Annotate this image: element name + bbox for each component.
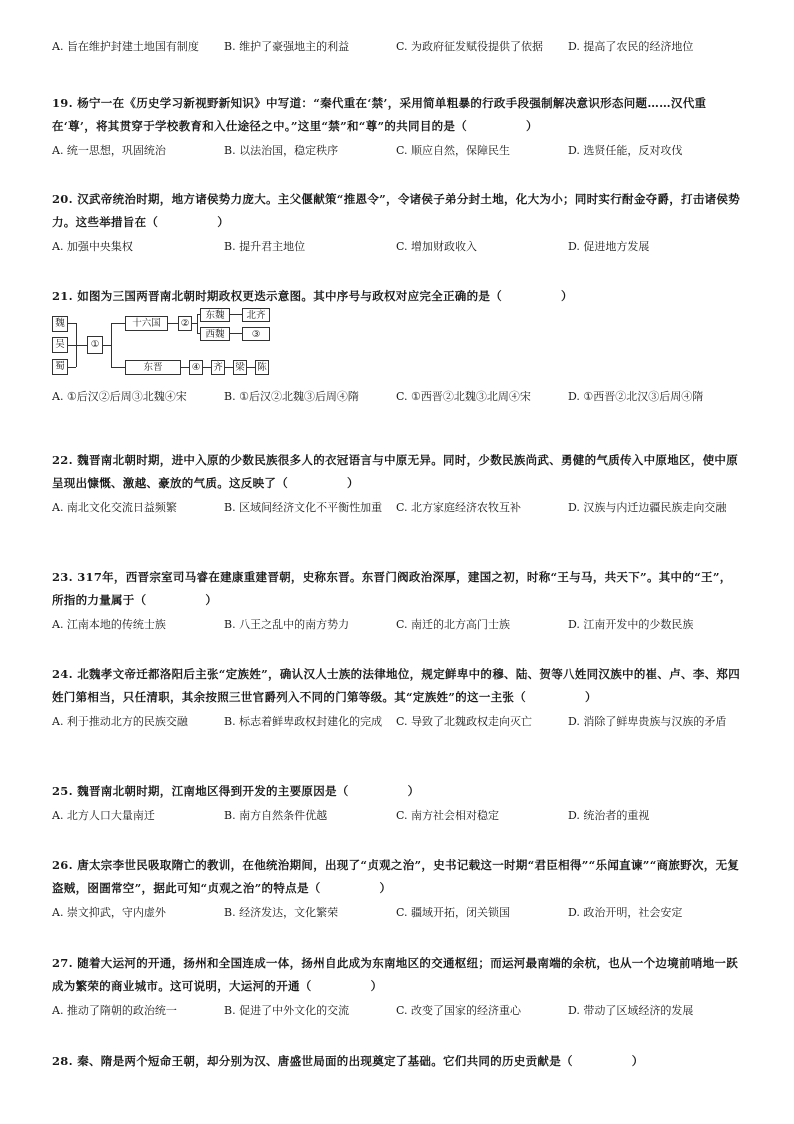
connector — [111, 323, 125, 324]
connector — [68, 367, 76, 368]
box-eastern-wei: 东魏 — [200, 308, 230, 322]
question-stem: 28. 秦、隋是两个短命王朝，却分别为汉、唐盛世局面的出现奠定了基础。它们共同的历史贡献是（ ） — [52, 1054, 644, 1068]
question-stem: 21. 如图为三国两晋南北朝时期政权更迭示意图。其中序号与政权对应完全正确的是（ ） — [52, 289, 573, 303]
option-b[interactable]: B. 南方自然条件优越 — [224, 809, 328, 822]
option-a[interactable]: A. 统一思想，巩固统治 — [52, 144, 166, 157]
box-western-wei: 西魏 — [200, 327, 230, 341]
box-1: ① — [87, 336, 103, 354]
connector — [68, 345, 87, 346]
connector — [197, 314, 198, 334]
option-b[interactable]: B. 八王之乱中的南方势力 — [224, 618, 350, 631]
option-a[interactable]: A. ①后汉②后周③北魏④宋 — [52, 390, 187, 403]
option-b[interactable]: B. 促进了中外文化的交流 — [224, 1004, 350, 1017]
question-stem: 20. 汉武帝统治时期，地方诸侯势力庞大。主父偃献策“推恩令”，令诸侯子弟分封土地，化大为小；同时实行酎金夺爵，打击诸侯势力。这些举措旨在（ ） — [52, 192, 741, 229]
question-stem: 23. 317年，西晋宗室司马睿在建康重建晋朝，史称东晋。东晋门阀政治深厚，建国之初，时称“王与马，共天下”。其中的“王”，所指的力量属于（ ） — [52, 570, 732, 607]
question-27 — [52, 952, 742, 1024]
box-2: ② — [178, 316, 192, 331]
box-chen: 陈 — [255, 360, 269, 375]
option-a[interactable]: A. 崇文抑武，守内虚外 — [52, 906, 166, 919]
box-liang: 梁 — [233, 360, 247, 375]
option-d[interactable]: D. 带动了区域经济的发展 — [568, 1004, 694, 1017]
box-sixteen-kingdoms: 十六国 — [125, 316, 168, 331]
question-21 — [52, 285, 742, 410]
question-stem: 24. 北魏孝文帝迁都洛阳后主张“定族姓”，确认汉人士族的法律地位，规定鲜卑中的穆、陆、贺等八姓同汉族中的崔、卢、李、郑四姓门第相当，只任清职，其余按照三世官爵列入不同的门第等级。其“定族姓”的这一主张（ ） — [52, 667, 741, 704]
question-28 — [52, 1050, 742, 1073]
option-a[interactable]: A. 加强中央集权 — [52, 240, 133, 253]
question-stem: 26. 唐太宗李世民吸取隋亡的教训，在他统治期间，出现了“贞观之治”，史书记载这一时期“君臣相得”“乐闻直谏”“商旅野次，无复盗贼，囹圄常空”，据此可知“贞观之治”的特点是（ ） — [52, 858, 740, 895]
box-4: ④ — [189, 360, 203, 375]
option-a[interactable]: A. 北方人口大量南迁 — [52, 809, 155, 822]
option-b[interactable]: B. 区域间经济文化不平衡性加重 — [224, 501, 383, 514]
option-a[interactable]: A. 旨在维护封建土地国有制度 — [52, 40, 199, 53]
question-26 — [52, 854, 742, 926]
options-row — [52, 388, 742, 410]
box-qi: 齐 — [211, 360, 225, 375]
option-c[interactable]: C. 为政府征发赋役提供了依据 — [396, 40, 544, 53]
box-shu: 蜀 — [52, 359, 68, 375]
question-stem: 27. 随着大运河的开通，扬州和全国连成一体，扬州自此成为东南地区的交通枢纽；而运河最南端的余杭，也从一个边境前哨地一跃成为繁荣的商业城市。这可说明，大运河的开通（ ） — [52, 956, 739, 993]
option-a[interactable]: A. 南北文化交流日益频繁 — [52, 501, 177, 514]
options-row — [52, 1002, 742, 1024]
connector — [230, 314, 242, 315]
option-b[interactable]: B. 维护了豪强地主的利益 — [224, 40, 350, 53]
box-eastern-jin: 东晋 — [125, 360, 181, 375]
option-c[interactable]: C. 疆域开拓，闭关锁国 — [396, 906, 511, 919]
option-d[interactable]: D. 促进地方发展 — [568, 240, 650, 253]
option-d[interactable]: D. 江南开发中的少数民族 — [568, 618, 694, 631]
question-20 — [52, 188, 742, 260]
question-stem: 25. 魏晋南北朝时期，江南地区得到开发的主要原因是（ ） — [52, 784, 420, 798]
option-c[interactable]: C. 南方社会相对稳定 — [396, 809, 500, 822]
options-row — [52, 142, 742, 164]
question-23 — [52, 566, 742, 638]
options-row — [52, 38, 742, 60]
box-wu: 吴 — [52, 337, 68, 353]
question-19 — [52, 92, 742, 164]
options-row — [52, 238, 742, 260]
option-d[interactable]: D. 消除了鲜卑贵族与汉族的矛盾 — [568, 715, 727, 728]
option-d[interactable]: D. 提高了农民的经济地位 — [568, 40, 694, 53]
connector — [168, 323, 178, 324]
option-b[interactable]: B. 提升君主地位 — [224, 240, 306, 253]
option-c[interactable]: C. 导致了北魏政权走向灭亡 — [396, 715, 533, 728]
option-d[interactable]: D. ①西晋②北汉③后周④隋 — [568, 390, 704, 403]
option-b[interactable]: B. 标志着鲜卑政权封建化的完成 — [224, 715, 383, 728]
option-b[interactable]: B. 以法治国，稳定秩序 — [224, 144, 339, 157]
option-d[interactable]: D. 统治者的重视 — [568, 809, 650, 822]
options-row — [52, 713, 742, 751]
options-row — [52, 807, 742, 829]
option-c[interactable]: C. ①西晋②北魏③北周④宋 — [396, 390, 531, 403]
question-25 — [52, 780, 742, 829]
connector — [181, 367, 189, 368]
option-c[interactable]: C. 增加财政收入 — [396, 240, 478, 253]
question-18 — [52, 38, 742, 60]
option-c[interactable]: C. 北方家庭经济农牧互补 — [396, 501, 522, 514]
question-22 — [52, 449, 742, 537]
question-stem: 22. 魏晋南北朝时期，进中入原的少数民族很多人的衣冠语言与中原无异。同时，少数民族尚武、勇健的气质传入中原地区，使中原呈现出慷慨、激越、豪放的气质。这反映了（ ） — [52, 453, 739, 490]
option-a[interactable]: A. 推动了隋朝的政治统一 — [52, 1004, 177, 1017]
connector — [68, 323, 76, 324]
connector — [247, 367, 255, 368]
option-d[interactable]: D. 选贤任能，反对攻伐 — [568, 144, 683, 157]
connector — [103, 345, 111, 346]
box-wei: 魏 — [52, 316, 68, 332]
options-row — [52, 499, 742, 537]
connector — [111, 367, 125, 368]
connector — [203, 367, 211, 368]
option-d[interactable]: D. 汉族与内迁边疆民族走向交融 — [568, 501, 727, 514]
option-c[interactable]: C. 改变了国家的经济重心 — [396, 1004, 522, 1017]
question-24 — [52, 663, 742, 751]
box-3: ③ — [242, 327, 270, 341]
regime-succession-diagram — [52, 312, 282, 380]
connector — [111, 323, 112, 367]
question-stem: 19. 杨宁一在《历史学习新视野新知识》中写道：“秦代重在‘禁’，采用简单粗暴的行政手段强制解决意识形态问题……汉代重在‘尊’，将其贯穿于学校教育和入仕途径之中。”这里“禁”和“尊”的共同目的是（ ） — [52, 96, 707, 133]
connector — [76, 323, 77, 367]
option-b[interactable]: B. ①后汉②北魏③后周④隋 — [224, 390, 359, 403]
option-a[interactable]: A. 利于推动北方的民族交融 — [52, 715, 188, 728]
options-row — [52, 904, 742, 926]
option-d[interactable]: D. 政治开明，社会安定 — [568, 906, 683, 919]
option-c[interactable]: C. 南迁的北方高门士族 — [396, 618, 511, 631]
option-a[interactable]: A. 江南本地的传统士族 — [52, 618, 166, 631]
option-c[interactable]: C. 顺应自然，保障民生 — [396, 144, 511, 157]
option-b[interactable]: B. 经济发达，文化繁荣 — [224, 906, 339, 919]
connector — [230, 333, 242, 334]
options-row — [52, 616, 742, 638]
box-northern-qi: 北齐 — [242, 308, 270, 322]
connector — [225, 367, 233, 368]
